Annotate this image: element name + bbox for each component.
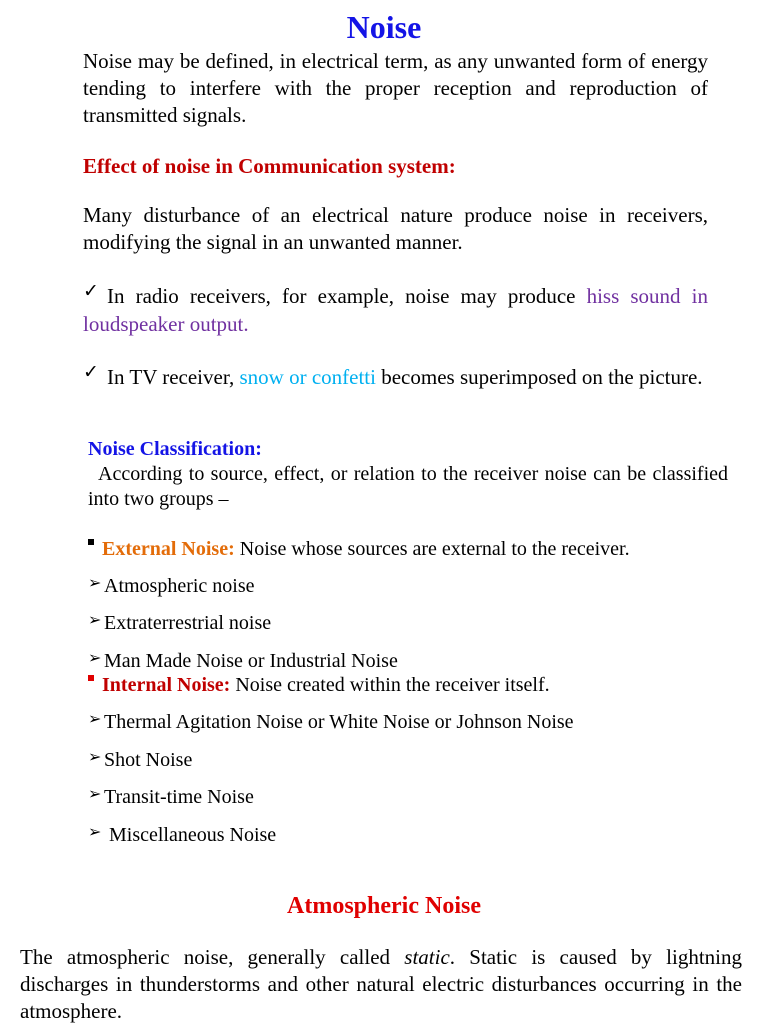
- internal-noise-label: Internal Noise:: [102, 674, 231, 696]
- check-item-text: In radio receivers, for example, noise may produce: [107, 284, 587, 308]
- list-item: [88, 574, 255, 599]
- atmospheric-text-end: . Static is caused by lightning discharges in thunderstorms and other natural electric disturbances occurring in the atmosphere.: [20, 945, 742, 1023]
- external-noise-text: Noise whose sources are external to the receiver.: [234, 538, 630, 560]
- list-item-label: Man Made Noise or Industrial Noise: [104, 650, 398, 672]
- arrow-bullet-icon: ➢: [88, 822, 102, 841]
- external-noise-line: [88, 537, 630, 562]
- list-item-label: Thermal Agitation Noise or White Noise or Johnson Noise: [104, 711, 574, 733]
- effect-heading: Effect of noise in Communication system:: [83, 154, 456, 178]
- atmospheric-noise-heading: Atmospheric Noise: [287, 893, 481, 919]
- classification-heading: Noise Classification:: [88, 438, 262, 460]
- square-bullet-icon: [88, 539, 94, 545]
- external-noise-label: External Noise:: [102, 538, 235, 560]
- arrow-bullet-icon: ➢: [88, 709, 102, 728]
- check-item-text-after: becomes superimposed on the picture.: [375, 365, 703, 389]
- arrow-bullet-icon: ➢: [88, 610, 102, 629]
- check-item-radio: [83, 280, 709, 338]
- list-item: [88, 649, 398, 674]
- check-item-text: In TV receiver,: [107, 365, 240, 389]
- effect-paragraph: Many disturbance of an electrical nature produce noise in receivers, modifying the signal in an unwanted manner.: [83, 203, 708, 254]
- arrow-bullet-icon: ➢: [88, 784, 102, 803]
- check-icon: ✓: [83, 280, 99, 302]
- list-item: [88, 710, 574, 735]
- atmospheric-text-start: The atmospheric noise, generally called: [20, 945, 405, 969]
- arrow-bullet-icon: ➢: [88, 573, 102, 592]
- list-item-label: Atmospheric noise: [104, 575, 255, 597]
- list-item: [88, 748, 192, 773]
- list-item: [88, 785, 254, 810]
- list-item: [88, 823, 276, 848]
- page-title: Noise: [346, 9, 422, 45]
- atmospheric-text-italic: static: [404, 945, 450, 969]
- check-item-tv: [83, 361, 708, 392]
- square-bullet-icon: [88, 675, 94, 681]
- list-item-label: Miscellaneous Noise: [104, 824, 277, 846]
- arrow-bullet-icon: ➢: [88, 747, 102, 766]
- internal-noise-text: Noise created within the receiver itself.: [230, 674, 550, 696]
- check-item-highlight: snow or confetti: [239, 365, 376, 389]
- intro-paragraph: Noise may be defined, in electrical term, as any unwanted form of energy tending to interfere with the proper reception and reproduction of transmitted signals.: [83, 49, 708, 127]
- classification-intro: According to source, effect, or relation to the receiver noise can be classified into two groups –: [88, 463, 728, 510]
- internal-noise-line: [88, 673, 550, 698]
- arrow-bullet-icon: ➢: [88, 648, 102, 667]
- list-item-label: Shot Noise: [104, 749, 193, 771]
- check-icon: ✓: [83, 361, 99, 383]
- check-item-highlight: hiss sound in loudspeaker output.: [83, 284, 709, 336]
- atmospheric-noise-paragraph: [20, 944, 742, 1025]
- list-item: [88, 611, 271, 636]
- list-item-label: Extraterrestrial noise: [104, 612, 272, 634]
- list-item-label: Transit-time Noise: [104, 786, 254, 808]
